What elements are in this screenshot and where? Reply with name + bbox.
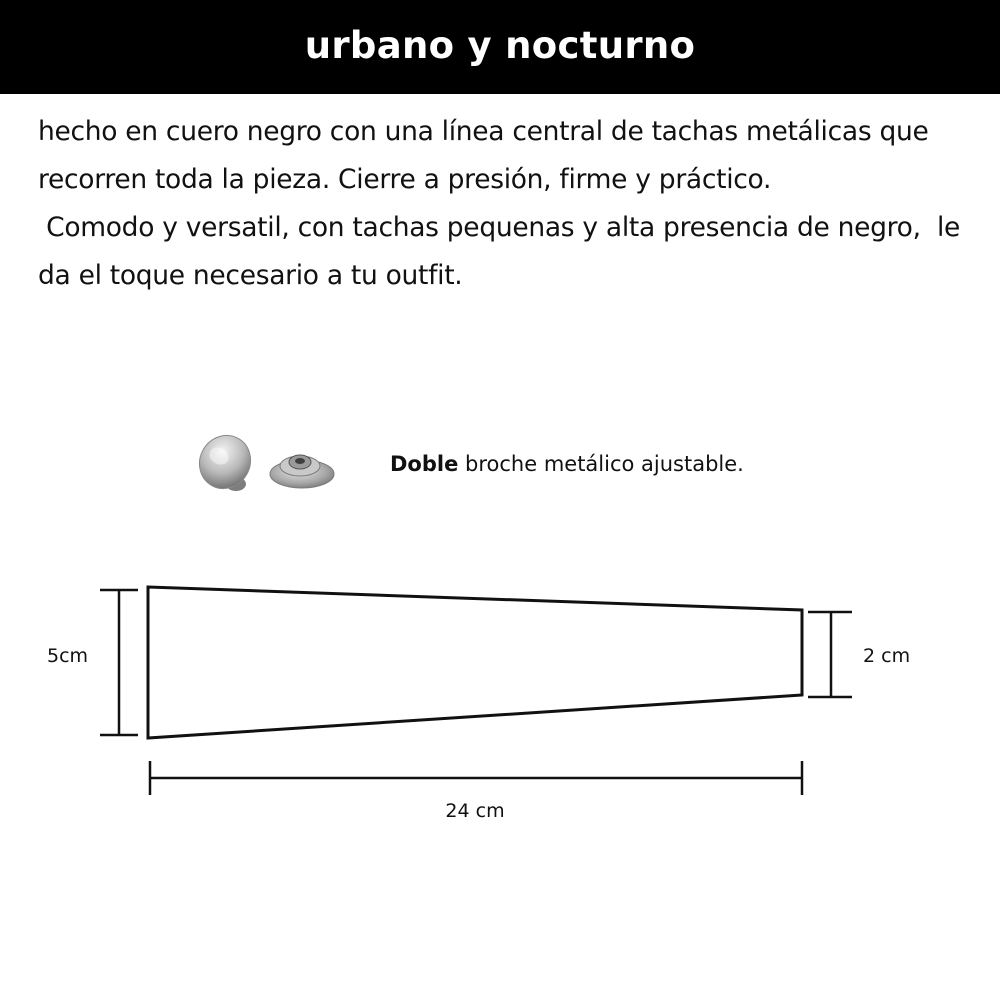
right-width-dimension [808, 612, 852, 697]
clasp-caption-bold: Doble [390, 452, 459, 476]
right-width-label: 2 cm [863, 645, 911, 667]
snap-button-image [192, 428, 340, 500]
page-title: urbano y nocturno [304, 23, 696, 67]
snap-cap-icon [192, 428, 260, 498]
left-width-dimension [100, 590, 138, 735]
bracelet-outline [148, 587, 802, 738]
description-paragraph-1: hecho en cuero negro con una línea central de tachas metálicas que recorren toda la pieza. Cierre a presión, firme y práctico. [38, 116, 929, 195]
left-width-label: 5cm [47, 645, 89, 667]
product-description [38, 108, 983, 300]
snap-socket-icon [270, 455, 334, 488]
clasp-caption [390, 452, 744, 476]
bracelet-dimension-diagram [0, 560, 1000, 860]
header-banner [0, 0, 1000, 94]
description-paragraph-2: Comodo y versatil, con tachas pequenas y alta presencia de negro, le da el toque necesario a tu outfit. [38, 212, 969, 291]
clasp-caption-text: broche metálico ajustable. [458, 452, 744, 476]
length-label: 24 cm [445, 800, 505, 822]
length-dimension [150, 761, 802, 795]
